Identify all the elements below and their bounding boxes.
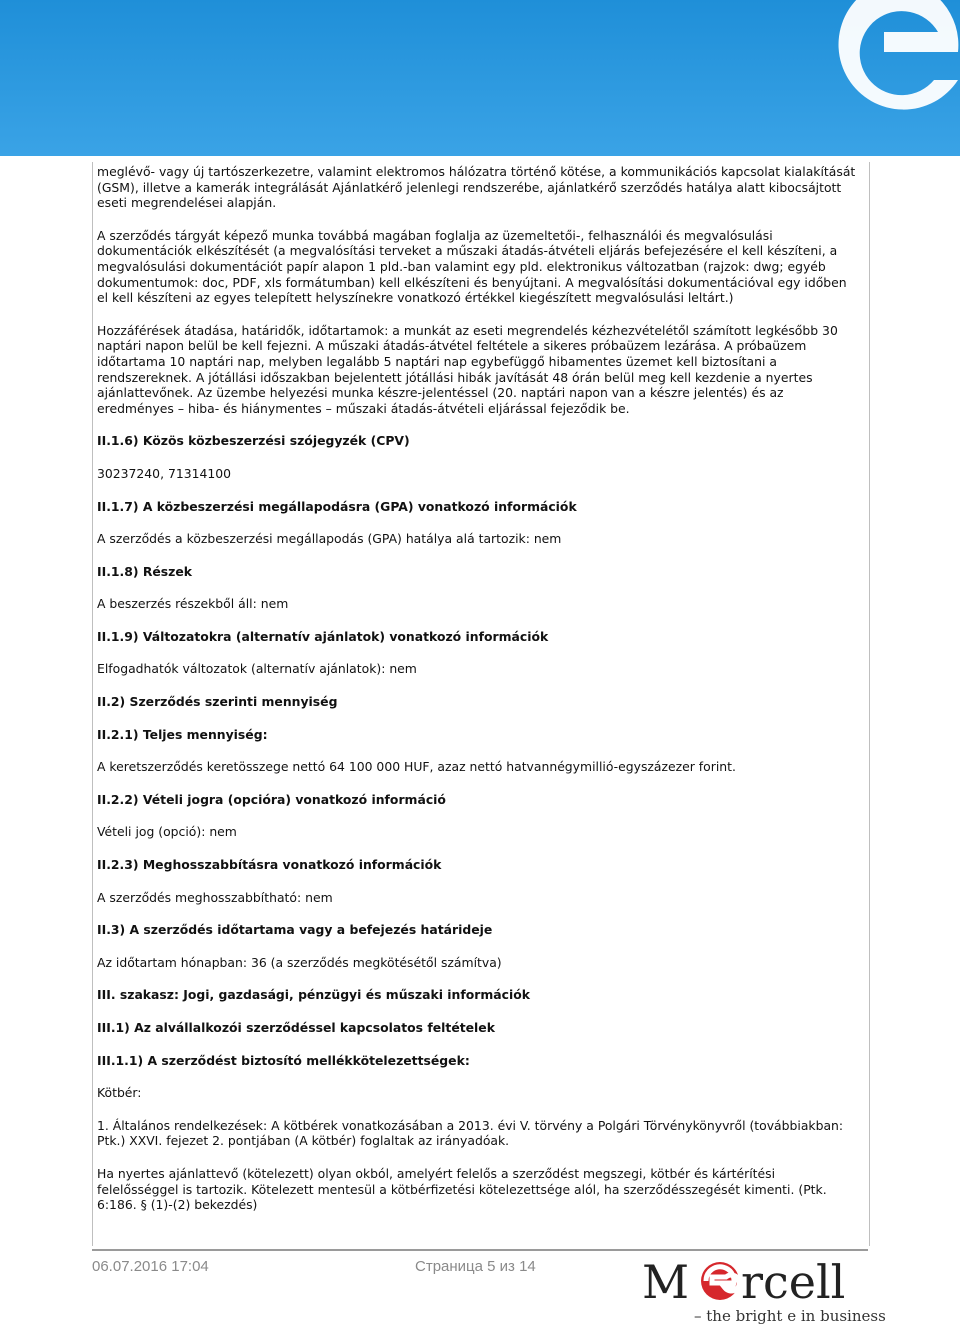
footer-datetime: 06.07.2016 17:04: [92, 1258, 209, 1275]
section-heading: II.2.2) Vételi jogra (opcióra) vonatkozó információ: [97, 791, 446, 807]
logo-letters-rcell: rcell: [741, 1255, 846, 1309]
paragraph: meglévő- vagy új tartószerkezetre, valamint elektromos hálózatra történő kötése, a kommunikációs kapcsolat kialakítását (GSM), illetve a kamerák integrálását Ajánlatkérő jelenlegi rendszerébe, ajánlatkérő szerződés hatálya alatt kibocsájtott eseti megrendelései alapján.: [97, 164, 856, 211]
section-heading: II.1.9) Változatokra (alternatív ajánlatok) vonatkozó információk: [97, 628, 549, 644]
paragraph: A szerződés meghosszabbítható: nem: [97, 889, 333, 905]
paragraph: A keretszerződés keretösszege nettó 64 100 000 HUF, azaz nettó hatvannégymillió-egyszázezer forint.: [97, 759, 736, 775]
e-logo-icon: [826, 0, 960, 130]
section-heading: II.2.1) Teljes mennyiség:: [97, 726, 268, 742]
footer-page-number: Страница 5 из 14: [415, 1258, 536, 1275]
logo-e-icon: [701, 1262, 739, 1300]
section-heading: III.1.1) A szerződést biztosító mellékkötelezettségek:: [97, 1052, 470, 1068]
paragraph: Vételi jog (opció): nem: [97, 824, 237, 840]
section-heading: III.1) Az alvállalkozói szerződéssel kapcsolatos feltételek: [97, 1020, 495, 1035]
logo-tagline: – the bright e in business: [694, 1307, 886, 1325]
paragraph: Ha nyertes ajánlattevő (kötelezett) olyan okból, amelyért felelős a szerződést megszegi, kötbér és kártérítési felelősséggel is tartozik. Kötelezett mentesül a kötbérfizetési kötelezettsége alól, ha szerződésszegését kimenti. (Ptk. 6:186. § (1)-(2) bekezdés): [97, 1165, 827, 1213]
paragraph: A beszerzés részekből áll: nem: [97, 596, 289, 612]
section-heading: III. szakasz: Jogi, gazdasági, pénzügyi és műszaki információk: [97, 987, 530, 1003]
section-heading: II.1.7) A közbeszerzési megállapodásra (GPA) vonatkozó információk: [97, 498, 577, 514]
section-heading: II.2) Szerződés szerinti mennyiség: [97, 694, 338, 710]
logo-letter-m: M: [642, 1255, 690, 1309]
paragraph: A szerződés a közbeszerzési megállapodás (GPA) hatálya alá tartozik: nem: [97, 531, 562, 547]
paragraph: Elfogadhatók változatok (alternatív ajánlatok): nem: [97, 661, 417, 677]
section-heading: II.1.8) Részek: [97, 563, 193, 579]
header-band: [0, 0, 960, 156]
paragraph: Az időtartam hónapban: 36 (a szerződés megkötésétől számítva): [97, 954, 502, 970]
paragraph: Hozzáférések átadása, határidők, időtartamok: a munkát az eseti megrendelés kézhezvételétől számított legkésőbb 30 naptári napon belül be kell fejezni. A műszaki átadás-átvétel feltétele a sikeres próbaüzem lezárása. A próbaüzem időtartama 10 naptári nap, melyben legalább 5 naptári nap egybefüggő hibamentes üzemet kell biztosítani a rendszereknek. A jótállási időszakban bejelentett jótállási hibák javítását 48 órán belül meg kell kezdenie a nyertes ajánlattevőnek. Az üzembe helyezési munka készre-jelentéssel (20. naptári napon van a készre jelentés) és az eredményes – hiba- és hiánymentes – műszaki átadás-átvételi eljárással fejeződik be.: [97, 322, 838, 416]
section-heading: II.1.6) Közös közbeszerzési szójegyzék (CPV): [97, 433, 410, 449]
paragraph: Kötbér:: [97, 1085, 142, 1101]
document-body: [97, 164, 859, 1230]
paragraph: A szerződés tárgyát képező munka továbbá magában foglalja az üzemeltetői-, felhasználói és megvalósulási dokumentációk elkészítését (a megvalósítási terveket a műszaki átadás-átvételi eljárás befejezésére el kell készíteni, a megvalósulási dokumentációt papír alapon 1 pld.-ban valamint egy pld. elektronikus változatban (rajzok: dwg; egyéb dokumentumok: doc, PDF, xls formátumban) kell elkészíteni és benyújtani. A megvalósítási dokumentációval egy időben el kell készíteni az egyes telepített helyszínekre vonatkozó értékkel kiegészített megvalósulási leltárt.): [97, 227, 847, 306]
section-heading: II.2.3) Meghosszabbításra vonatkozó információk: [97, 857, 442, 873]
paragraph: 1. Általános rendelkezések: A kötbérek vonatkozásában a 2013. évi V. törvény a Polgári Törvénykönyvről (továbbiakban: Ptk.) XXVI. fejezet 2. pontjában (A kötbér) foglaltak az irányadóak.: [97, 1117, 844, 1149]
paragraph: 30237240, 71314100: [97, 465, 232, 481]
section-heading: II.3) A szerződés időtartama vagy a befejezés határideje: [97, 922, 493, 938]
